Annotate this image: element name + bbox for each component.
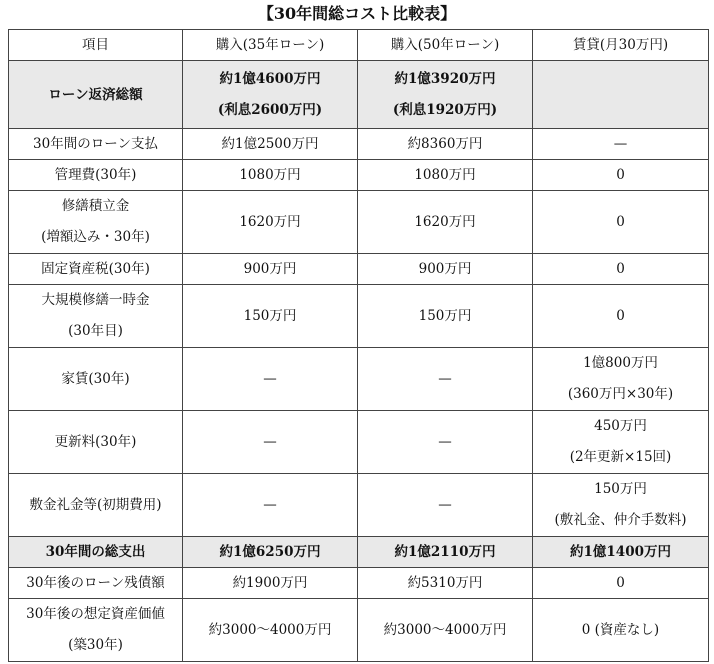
cell-value-text: — xyxy=(438,371,452,387)
row-label-cell xyxy=(9,191,183,254)
cell-value-text: 0 (資産なし) xyxy=(581,622,660,638)
row-label-text: 30年後の想定資産価値 xyxy=(26,606,165,622)
row-label-text: 敷金礼金等(初期費用) xyxy=(29,497,162,513)
value-cell xyxy=(183,411,358,474)
value-cell xyxy=(183,254,358,285)
cell-value-text: 1620万円 xyxy=(414,214,476,230)
table-row xyxy=(9,599,709,662)
cell-value-text: — xyxy=(263,434,277,450)
cell-value-text: (2年更新×15回) xyxy=(569,449,672,465)
cell-value-text: — xyxy=(613,136,628,152)
table-row xyxy=(9,61,709,129)
table-title: 【30年間総コスト比較表】 xyxy=(257,4,457,23)
row-label-cell xyxy=(9,285,183,348)
cell-value-text: 150万円 xyxy=(243,308,297,324)
header-purchase-35: 購入(35年ローン) xyxy=(183,30,358,61)
cell-value-text: 900万円 xyxy=(418,261,472,277)
row-label-text: ローン返済総額 xyxy=(48,86,143,103)
value-cell xyxy=(358,411,533,474)
cell-value-text: 1億800万円 xyxy=(583,355,658,371)
row-label-cell xyxy=(9,411,183,474)
cell-value-text: 約1億4600万円 xyxy=(219,70,321,87)
header-item: 項目 xyxy=(9,30,183,61)
cell-value-text: 約1億2110万円 xyxy=(394,544,496,560)
value-cell xyxy=(183,191,358,254)
value-cell xyxy=(183,160,358,191)
cell-value-text: 900万円 xyxy=(243,261,297,277)
row-label-text: 30年間の総支出 xyxy=(45,544,146,560)
row-label-text: 管理費(30年) xyxy=(54,167,137,183)
value-cell xyxy=(533,568,709,599)
table-row xyxy=(9,474,709,537)
cell-value-text: — xyxy=(438,497,452,513)
cell-value-text: 150万円 xyxy=(418,308,472,324)
value-cell xyxy=(533,254,709,285)
row-label-cell xyxy=(9,348,183,411)
value-cell xyxy=(183,474,358,537)
cell-value-text: 1080万円 xyxy=(414,167,476,183)
value-cell xyxy=(358,285,533,348)
value-cell xyxy=(183,537,358,568)
table-row xyxy=(9,348,709,411)
value-cell xyxy=(533,348,709,411)
row-label-text: (増額込み・30年) xyxy=(41,229,150,245)
value-cell xyxy=(533,411,709,474)
row-label-text: 30年後のローン残債額 xyxy=(26,575,165,591)
row-label-cell xyxy=(9,537,183,568)
row-label-cell xyxy=(9,254,183,285)
cell-value-text: 約1億6250万円 xyxy=(219,544,321,560)
cell-value-text: 約1億1400万円 xyxy=(570,544,671,560)
row-label-cell xyxy=(9,474,183,537)
table-body xyxy=(9,61,709,662)
cell-value-text: 150万円 xyxy=(594,481,647,497)
cell-value-text: 1620万円 xyxy=(239,214,301,230)
cell-value-text: 0 xyxy=(616,261,625,277)
cell-value-text: — xyxy=(438,434,452,450)
value-cell xyxy=(358,537,533,568)
value-cell xyxy=(183,348,358,411)
value-cell xyxy=(358,599,533,662)
cell-value-text: 0 xyxy=(616,308,625,324)
value-cell xyxy=(358,129,533,160)
cell-value-text: 約1900万円 xyxy=(232,575,308,591)
table-row xyxy=(9,129,709,160)
value-cell xyxy=(533,61,709,129)
header-rent: 賃貸(月30万円) xyxy=(533,30,709,61)
row-label-text: 固定資産税(30年) xyxy=(41,261,150,277)
cell-value-text: 0 xyxy=(616,167,625,183)
cell-value-text: (360万円×30年) xyxy=(567,386,674,402)
table-row xyxy=(9,411,709,474)
value-cell xyxy=(533,599,709,662)
cost-comparison-table xyxy=(8,29,709,662)
row-label-text: 修繕積立金 xyxy=(61,198,130,214)
value-cell xyxy=(183,129,358,160)
value-cell xyxy=(533,474,709,537)
row-label-text: 更新料(30年) xyxy=(54,434,137,450)
value-cell xyxy=(183,61,358,129)
value-cell xyxy=(533,537,709,568)
value-cell xyxy=(533,129,709,160)
value-cell xyxy=(183,285,358,348)
row-label-text: 大規模修繕一時金 xyxy=(41,292,150,308)
value-cell xyxy=(533,160,709,191)
cell-value-text: 約3000〜4000万円 xyxy=(208,622,332,638)
value-cell xyxy=(358,568,533,599)
cell-value-text: 1080万円 xyxy=(239,167,301,183)
value-cell xyxy=(358,61,533,129)
cell-value-text: 約1億2500万円 xyxy=(221,136,319,152)
value-cell xyxy=(533,285,709,348)
row-label-text: (30年目) xyxy=(68,323,123,339)
cell-value-text: 450万円 xyxy=(594,418,647,434)
cell-value-text: 約5310万円 xyxy=(407,575,483,591)
row-label-cell xyxy=(9,61,183,129)
value-cell xyxy=(183,568,358,599)
table-row xyxy=(9,254,709,285)
table-row xyxy=(9,160,709,191)
row-label-text: 30年間のローン支払 xyxy=(33,136,158,152)
row-label-cell xyxy=(9,129,183,160)
cell-value-text: — xyxy=(263,497,277,513)
cell-value-text: 約1億3920万円 xyxy=(394,70,496,87)
table-row xyxy=(9,537,709,568)
cell-value-text: — xyxy=(263,371,277,387)
table-row xyxy=(9,191,709,254)
row-label-cell xyxy=(9,568,183,599)
cell-value-text: (敷礼金、仲介手数料) xyxy=(554,512,687,528)
value-cell xyxy=(533,191,709,254)
value-cell xyxy=(358,254,533,285)
value-cell xyxy=(358,160,533,191)
row-label-cell xyxy=(9,160,183,191)
table-row xyxy=(9,285,709,348)
row-label-text: 家賃(30年) xyxy=(61,371,130,387)
cell-value-text: (利息1920万円) xyxy=(392,101,498,118)
value-cell xyxy=(183,599,358,662)
value-cell xyxy=(358,348,533,411)
table-header-row xyxy=(9,30,709,61)
row-label-cell xyxy=(9,599,183,662)
row-label-text: (築30年) xyxy=(68,637,123,653)
cell-value-text: 0 xyxy=(616,575,625,591)
cell-value-text: (利息2600万円) xyxy=(217,101,323,118)
header-purchase-50: 購入(50年ローン) xyxy=(358,30,533,61)
value-cell xyxy=(358,474,533,537)
value-cell xyxy=(358,191,533,254)
cell-value-text: 約8360万円 xyxy=(407,136,483,152)
table-row xyxy=(9,568,709,599)
cell-value-text: 0 xyxy=(616,214,625,230)
cell-value-text: 約3000〜4000万円 xyxy=(383,622,507,638)
